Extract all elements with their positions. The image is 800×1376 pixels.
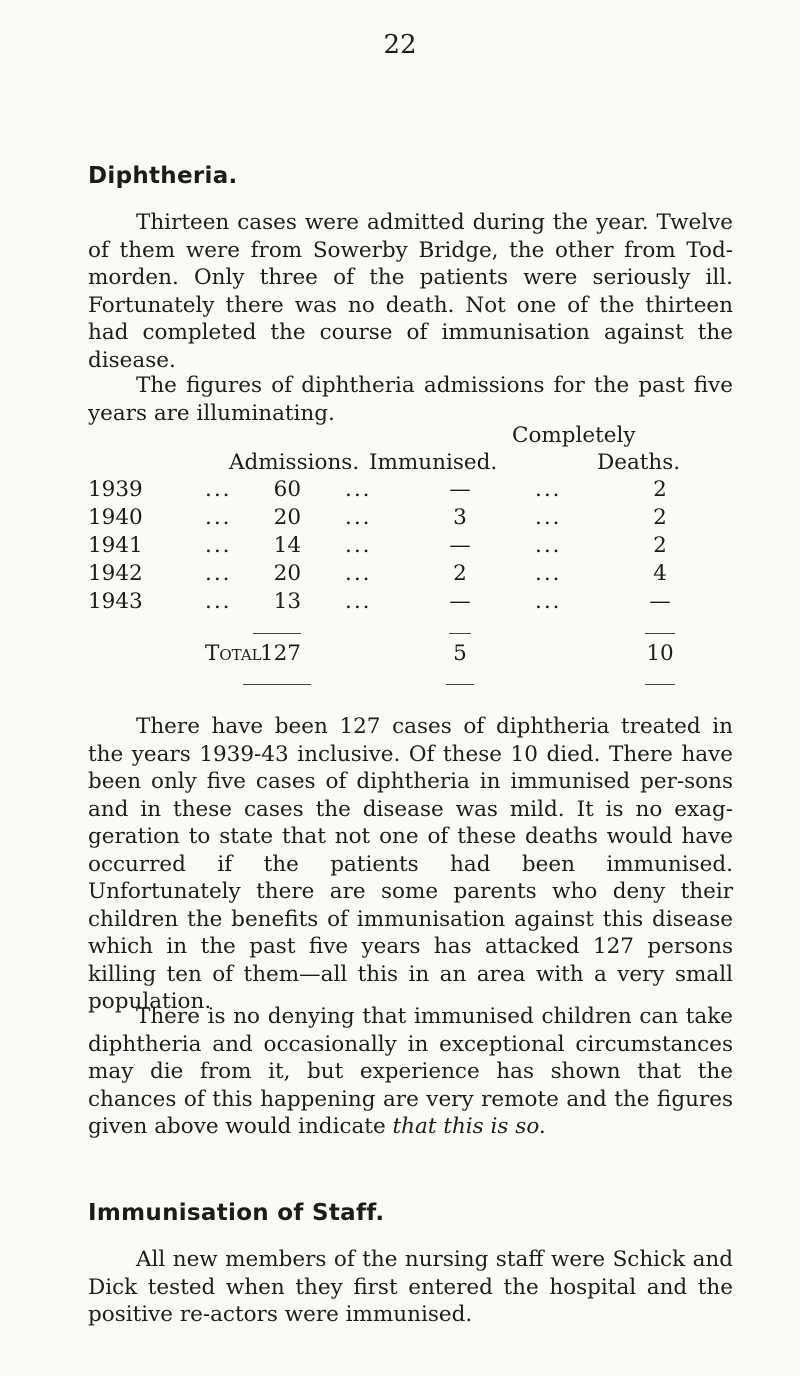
row-admissions: 13 (273, 589, 301, 614)
leader-dots: ... (535, 505, 562, 530)
paragraph-4-italic: that this is so. (392, 1114, 546, 1139)
diphtheria-paragraph-4 (88, 1003, 733, 1141)
row-year: 1943 (88, 589, 143, 614)
row-admissions: 14 (273, 533, 301, 558)
row-deaths: — (649, 589, 671, 614)
leader-dots: ... (535, 561, 562, 586)
total-label: Total (205, 641, 262, 666)
leader-dots: ... (205, 477, 232, 502)
column-rule (253, 633, 301, 634)
row-immunised: 3 (453, 505, 467, 530)
row-year: 1940 (88, 505, 143, 530)
total-deaths: 10 (646, 641, 674, 666)
row-year: 1939 (88, 477, 143, 502)
row-year: 1942 (88, 561, 143, 586)
total-admissions: 127 (259, 641, 301, 666)
diphtheria-heading: Diphtheria. (88, 163, 238, 189)
total-immunised: 5 (453, 641, 467, 666)
leader-dots: ... (535, 589, 562, 614)
column-rule (449, 633, 471, 634)
page-number: 22 (383, 30, 417, 60)
header-admissions: Admissions. (229, 450, 360, 475)
header-immunised: Immunised. (369, 450, 498, 475)
leader-dots: ... (535, 477, 562, 502)
leader-dots: ... (345, 589, 372, 614)
leader-dots: ... (205, 505, 232, 530)
leader-dots: ... (535, 533, 562, 558)
column-rule (446, 684, 474, 685)
paragraph-4-text: There is no denying that immunised children can take diphtheria and occasionally in exceptional circumstances may die from it, but experience has shown that the chances of this happening are very remote and the figures given above would indicate (88, 1004, 733, 1139)
diphtheria-paragraph-3: There have been 127 cases of diphtheria treated in the years 1939-43 inclusive. Of these 10 died. There have been only five cases of diphtheria in immunised per-sons and in these cases the disease was mild. It is no exag-geration to state that not one of these deaths would have occurred if the patients had been immunised. Unfortunately there are some parents who deny their children the benefits of immunisation against this disease which in the past five years has attacked 127 persons killing ten of them—all this in an area with a very small population. (88, 714, 733, 1014)
leader-dots: ... (345, 533, 372, 558)
column-rule (645, 633, 675, 634)
leader-dots: ... (205, 589, 232, 614)
diphtheria-paragraph-2: The figures of diphtheria admissions for the past five years are illuminating. (88, 373, 733, 426)
column-rule (243, 684, 311, 685)
row-immunised: — (449, 477, 471, 502)
row-deaths: 4 (653, 561, 667, 586)
header-completely: Completely (512, 423, 636, 448)
row-deaths: 2 (653, 477, 667, 502)
row-immunised: — (449, 589, 471, 614)
immunisation-staff-heading: Immunisation of Staff. (88, 1200, 385, 1226)
column-rule (645, 684, 675, 685)
row-immunised: 2 (453, 561, 467, 586)
leader-dots: ... (345, 505, 372, 530)
leader-dots: ... (205, 533, 232, 558)
header-deaths: Deaths. (597, 450, 681, 475)
row-admissions: 60 (273, 477, 301, 502)
leader-dots: ... (205, 561, 232, 586)
immunisation-staff-paragraph: All new members of the nursing staff were Schick and Dick tested when they first entered the hospital and the positive re-actors were immunised. (88, 1247, 733, 1327)
row-year: 1941 (88, 533, 143, 558)
diphtheria-paragraph-1: Thirteen cases were admitted during the year. Twelve of them were from Sowerby Bridge, the other from Tod-morden. Only three of the patients were seriously ill. Fortunately there was no death. Not one of the thirteen had completed the course of immunisation against the disease. (88, 210, 733, 373)
row-immunised: — (449, 533, 471, 558)
row-deaths: 2 (653, 505, 667, 530)
leader-dots: ... (345, 561, 372, 586)
row-admissions: 20 (273, 505, 301, 530)
row-admissions: 20 (273, 561, 301, 586)
leader-dots: ... (345, 477, 372, 502)
row-deaths: 2 (653, 533, 667, 558)
